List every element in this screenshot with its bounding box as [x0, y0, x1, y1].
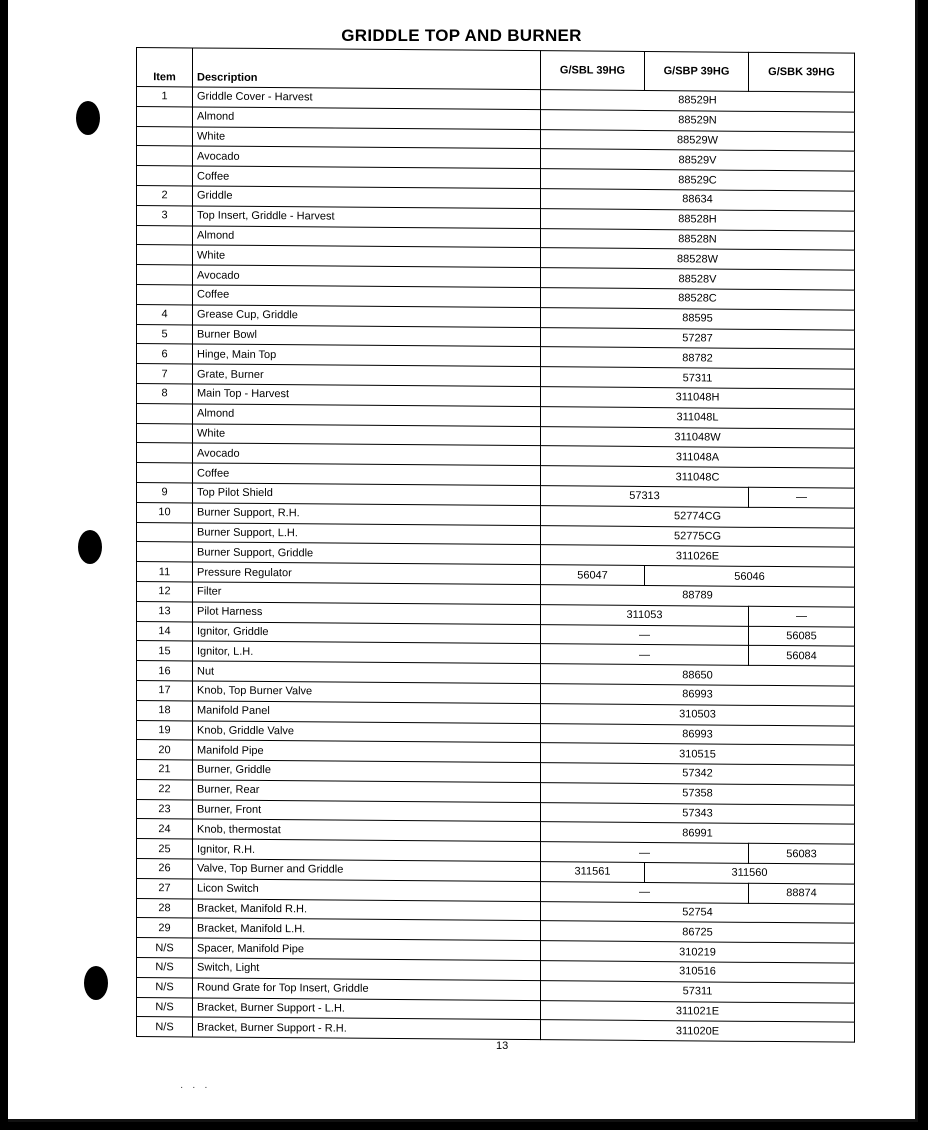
part-description: Top Pilot Shield — [193, 483, 541, 506]
item-number: 25 — [137, 839, 193, 859]
table-header-row — [137, 48, 855, 93]
part-number: 88528H — [541, 208, 855, 230]
part-number: 52774CG — [541, 505, 855, 527]
part-number: 57311 — [541, 367, 855, 389]
part-description: Almond — [193, 107, 541, 130]
item-number: 29 — [137, 918, 193, 938]
item-number: 7 — [137, 364, 193, 384]
parts-table — [136, 47, 855, 1043]
item-number: 28 — [137, 898, 193, 918]
part-description: Main Top - Harvest — [193, 384, 541, 407]
part-description: Manifold Panel — [193, 701, 541, 724]
part-description: Hinge, Main Top — [193, 344, 541, 367]
part-number: 56085 — [749, 626, 855, 647]
item-number: 18 — [137, 700, 193, 720]
part-number: 52754 — [541, 901, 855, 923]
part-description: Switch, Light — [193, 958, 541, 981]
part-description: Bracket, Manifold L.H. — [193, 918, 541, 941]
part-number: — — [541, 644, 749, 665]
scan-specks: · · · — [180, 1082, 211, 1093]
part-number: 311048L — [541, 406, 855, 428]
part-description: Knob, thermostat — [193, 819, 541, 842]
part-number: 311020E — [541, 1020, 855, 1042]
part-number: 311560 — [645, 863, 855, 884]
item-number: N/S — [137, 997, 193, 1017]
item-number: 12 — [137, 581, 193, 601]
binder-hole — [76, 101, 100, 135]
part-number: 311561 — [541, 862, 645, 883]
item-number: 9 — [137, 482, 193, 502]
item-number — [137, 403, 193, 423]
item-number: 1 — [137, 87, 193, 107]
part-number: 311048W — [541, 426, 855, 448]
part-number: — — [749, 606, 855, 627]
part-number: 88789 — [541, 585, 855, 607]
item-number — [137, 126, 193, 146]
part-description: White — [193, 127, 541, 150]
part-number: 311048C — [541, 466, 855, 488]
item-number: 8 — [137, 383, 193, 403]
binder-hole — [78, 530, 102, 564]
item-number: 11 — [137, 562, 193, 582]
part-number: 88528V — [541, 268, 855, 290]
part-number: 57342 — [541, 763, 855, 785]
part-number: 52775CG — [541, 525, 855, 547]
part-number: 310219 — [541, 941, 855, 963]
part-number: — — [541, 842, 749, 863]
part-description: Grate, Burner — [193, 364, 541, 387]
part-description: Burner, Griddle — [193, 760, 541, 783]
item-number — [137, 166, 193, 186]
part-description: Coffee — [193, 285, 541, 308]
part-description: Ignitor, R.H. — [193, 839, 541, 862]
part-number: 88650 — [541, 664, 855, 686]
page-title: GRIDDLE TOP AND BURNER — [341, 26, 582, 45]
item-number — [137, 245, 193, 265]
part-number: 57313 — [541, 486, 749, 507]
part-description: Filter — [193, 582, 541, 605]
part-description: Burner, Rear — [193, 780, 541, 803]
part-description: White — [193, 423, 541, 446]
item-number: 26 — [137, 859, 193, 879]
part-number: 56083 — [749, 844, 855, 865]
part-number: — — [541, 624, 749, 645]
part-number: 88528W — [541, 248, 855, 270]
item-number — [137, 106, 193, 126]
item-number: N/S — [137, 1017, 193, 1037]
part-description: Griddle Cover - Harvest — [193, 87, 541, 110]
part-description: White — [193, 245, 541, 268]
item-number — [137, 146, 193, 166]
binder-hole — [84, 966, 108, 1000]
part-number: 57358 — [541, 783, 855, 805]
item-number: 24 — [137, 819, 193, 839]
part-description: Avocado — [193, 265, 541, 288]
part-description: Burner Support, Griddle — [193, 542, 541, 565]
part-number: 88528C — [541, 288, 855, 310]
part-number: 86725 — [541, 921, 855, 943]
part-description: Griddle — [193, 186, 541, 209]
part-description: Pilot Harness — [193, 602, 541, 625]
item-number — [137, 443, 193, 463]
part-number: 88782 — [541, 347, 855, 369]
part-description: Burner Bowl — [193, 325, 541, 348]
item-number: 27 — [137, 878, 193, 898]
item-number: 17 — [137, 680, 193, 700]
part-number: 311021E — [541, 1000, 855, 1022]
item-number — [137, 265, 193, 285]
part-number: 88528N — [541, 228, 855, 250]
item-number: N/S — [137, 958, 193, 978]
part-description: Bracket, Burner Support - L.H. — [193, 998, 541, 1021]
part-number: 88529N — [541, 109, 855, 131]
part-number: 310516 — [541, 961, 855, 983]
part-description: Spacer, Manifold Pipe — [193, 938, 541, 961]
part-description: Bracket, Burner Support - R.H. — [193, 1017, 541, 1040]
part-description: Licon Switch — [193, 879, 541, 902]
part-description: Coffee — [193, 166, 541, 189]
part-number: 311026E — [541, 545, 855, 567]
item-number: 21 — [137, 760, 193, 780]
part-description: Bracket, Manifold R.H. — [193, 899, 541, 922]
part-description: Avocado — [193, 146, 541, 169]
part-number: 311048H — [541, 387, 855, 409]
part-number: 88529H — [541, 90, 855, 112]
part-description: Burner Support, L.H. — [193, 522, 541, 545]
model-column-header: G/SBL 39HG — [541, 51, 645, 91]
part-description: Ignitor, Griddle — [193, 621, 541, 644]
part-number: 57343 — [541, 802, 855, 824]
part-number: 88529C — [541, 169, 855, 191]
part-number: 88595 — [541, 307, 855, 329]
model-column-header: G/SBK 39HG — [749, 52, 855, 92]
parts-list-page — [8, 0, 918, 1122]
page-number: 13 — [496, 1040, 509, 1052]
item-number: 3 — [137, 205, 193, 225]
item-number: 4 — [137, 304, 193, 324]
part-number: 310503 — [541, 703, 855, 725]
item-column-header: Item — [137, 48, 193, 87]
part-description: Burner, Front — [193, 800, 541, 823]
part-description: Manifold Pipe — [193, 740, 541, 763]
item-number — [137, 463, 193, 483]
item-number: 22 — [137, 779, 193, 799]
part-description: Knob, Griddle Valve — [193, 720, 541, 743]
table-row — [137, 1017, 855, 1042]
part-description: Pressure Regulator — [193, 562, 541, 585]
item-number: 15 — [137, 641, 193, 661]
part-number: 56084 — [749, 646, 855, 667]
item-number: N/S — [137, 977, 193, 997]
part-number: 86993 — [541, 723, 855, 745]
part-number: — — [541, 882, 749, 903]
item-number: 19 — [137, 720, 193, 740]
part-number: 86993 — [541, 684, 855, 706]
item-number — [137, 542, 193, 562]
model-column-header: G/SBP 39HG — [645, 51, 749, 91]
part-number: 311053 — [541, 604, 749, 625]
item-number: 10 — [137, 502, 193, 522]
item-number: 14 — [137, 621, 193, 641]
part-description: Grease Cup, Griddle — [193, 305, 541, 328]
part-description: Avocado — [193, 443, 541, 466]
part-number: 88529W — [541, 129, 855, 151]
item-number: 13 — [137, 601, 193, 621]
item-number — [137, 225, 193, 245]
part-number: 56047 — [541, 565, 645, 586]
item-number — [137, 522, 193, 542]
part-description: Burner Support, R.H. — [193, 503, 541, 526]
part-number: — — [749, 487, 855, 508]
part-number: 57311 — [541, 981, 855, 1003]
item-number: 5 — [137, 324, 193, 344]
description-column-header: Description — [193, 48, 541, 90]
item-number: 6 — [137, 344, 193, 364]
part-number: 88874 — [749, 883, 855, 904]
part-description: Almond — [193, 404, 541, 427]
part-description: Almond — [193, 226, 541, 249]
part-description: Ignitor, L.H. — [193, 641, 541, 664]
part-description: Coffee — [193, 463, 541, 486]
item-number: 16 — [137, 661, 193, 681]
parts-table-body — [137, 87, 855, 1043]
part-description: Valve, Top Burner and Griddle — [193, 859, 541, 882]
item-number: 2 — [137, 185, 193, 205]
part-description: Knob, Top Burner Valve — [193, 681, 541, 704]
part-description: Top Insert, Griddle - Harvest — [193, 206, 541, 229]
part-description: Round Grate for Top Insert, Griddle — [193, 978, 541, 1001]
part-number: 88529V — [541, 149, 855, 171]
item-number: 20 — [137, 740, 193, 760]
part-number: 310515 — [541, 743, 855, 765]
part-description: Nut — [193, 661, 541, 684]
item-number: 23 — [137, 799, 193, 819]
item-number: N/S — [137, 938, 193, 958]
item-number — [137, 423, 193, 443]
part-number: 56046 — [645, 566, 855, 587]
part-number: 86991 — [541, 822, 855, 844]
part-number: 88634 — [541, 189, 855, 211]
part-number: 57287 — [541, 327, 855, 349]
part-number: 311048A — [541, 446, 855, 468]
item-number — [137, 284, 193, 304]
